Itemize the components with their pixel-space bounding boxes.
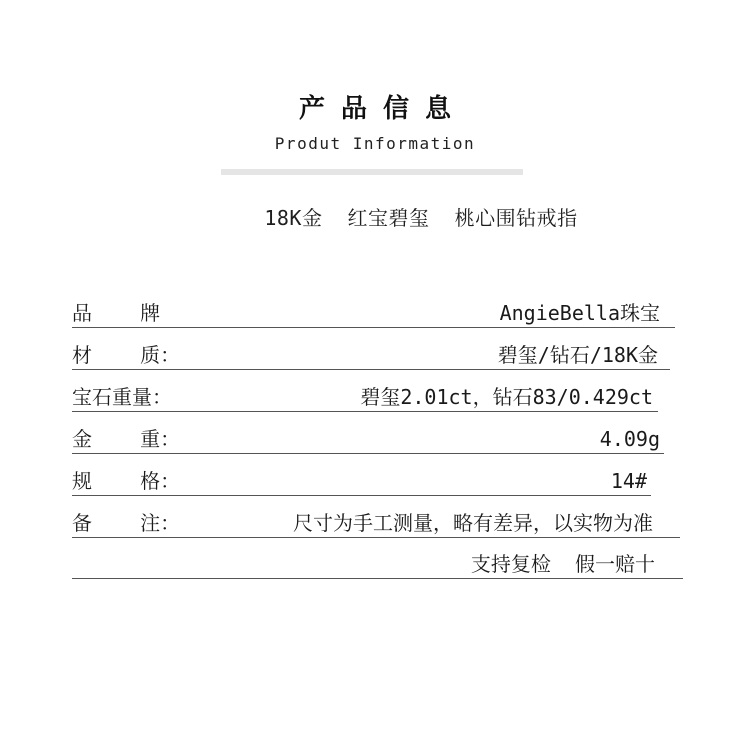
product-name: 18K金 红宝碧玺 桃心围钻戒指 [264,206,578,230]
spec-value: 支持复检 假一赔十 [470,552,655,576]
spec-row-gold-weight [72,421,664,454]
spec-row-brand [72,295,675,328]
spec-label: 材 质： [72,343,181,367]
title-divider-bar [221,169,523,175]
spec-row-gem-weight [72,379,658,412]
page-title-cn: 产品信息 [298,94,467,124]
spec-row-guarantee [72,546,683,579]
spec-value: AngieBella珠宝 [499,301,660,325]
spec-value: 碧玺2.01ct，钻石83/0.429ct [360,385,653,409]
spec-label: 金 重： [72,427,181,451]
spec-value: 碧玺/钻石/18K金 [497,343,658,367]
spec-value: 4.09g [599,427,660,451]
page-title-en: Produt Information [274,134,476,153]
spec-row-material [72,337,670,370]
spec-value: 14# [610,469,647,493]
spec-row-size [72,463,651,496]
spec-label: 备 注： [72,511,181,535]
spec-label: 品 牌 [72,301,161,325]
spec-row-note [72,505,680,538]
spec-label: 宝石重量： [72,385,172,409]
spec-label: 规 格： [72,469,181,493]
spec-value: 尺寸为手工测量，略有差异，以实物为准 [293,511,653,535]
